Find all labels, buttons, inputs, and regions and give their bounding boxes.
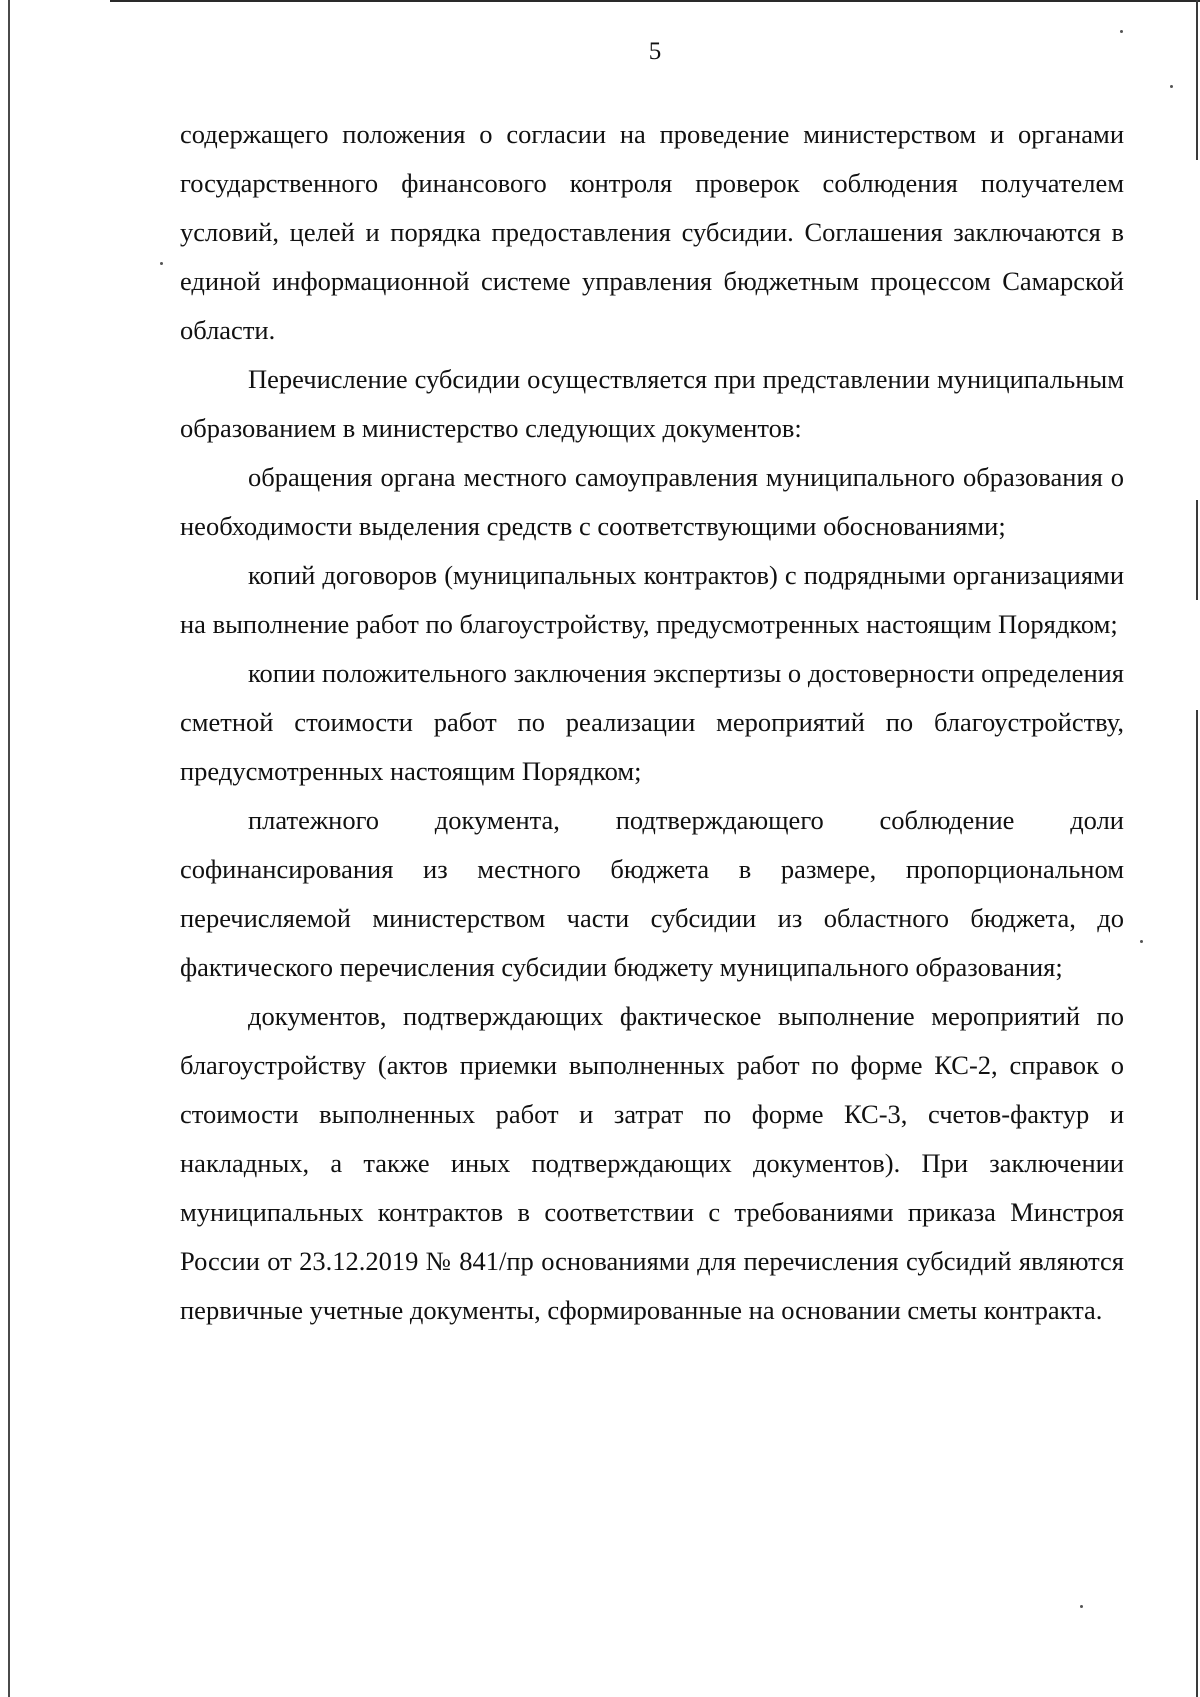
scan-border-top — [110, 0, 1200, 2]
page-number: 5 — [648, 38, 662, 65]
paragraph-agreement-conditions: содержащего положения о согласии на проведение министерством и органами государственного финансового контроля проверок соблюдения получателем условий, целей и порядка предоставления субсидии. Соглашения заключаются в единой информационной системе управления бюджетным процессом Самарской области. — [180, 119, 1124, 345]
paragraph-appeal: обращения органа местного самоуправления муниципального образования о необходимости выделения средств с соответствующими обоснованиями; — [180, 462, 1124, 541]
scan-border-right — [1196, 710, 1198, 1697]
scan-speck — [1170, 85, 1173, 88]
paragraph-expertise-copy: копии положительного заключения экспертизы о достоверности определения сметной стоимости работ по реализации мероприятий по благоустройству, предусмотренных настоящим Порядком; — [180, 658, 1124, 786]
scan-speck — [160, 262, 163, 265]
paragraph-contract-copies: копий договоров (муниципальных контрактов) с подрядными организациями на выполнение работ по благоустройству, предусмотренных настоящим Порядком; — [180, 560, 1124, 639]
paragraph-payment-document: платежного документа, подтверждающего соблюдение доли софинансирования из местного бюджета в размере, пропорциональном перечисляемой министерством части субсидии из областного бюджета, до фактического перечисления субсидии бюджету муниципального образования; — [180, 805, 1124, 982]
scan-speck — [1120, 30, 1123, 33]
scan-border-right — [1196, 500, 1198, 600]
scan-border-left — [8, 0, 10, 1697]
scan-speck — [1140, 940, 1143, 943]
scan-speck — [1080, 1605, 1083, 1608]
paragraph-subsidy-transfer: Перечисление субсидии осуществляется при представлении муниципальным образованием в министерство следующих документов: — [180, 364, 1124, 443]
scan-border-right — [1196, 0, 1198, 160]
document-body — [180, 110, 1124, 1335]
paragraph-confirming-documents: документов, подтверждающих фактическое выполнение мероприятий по благоустройству (актов приемки выполненных работ по форме КС-2, справок о стоимости выполненных работ и затрат по форме КС-3, счетов-фактур и накладных, а также иных подтверждающих документов). При заключении муниципальных контрактов в соответствии с требованиями приказа Минстроя России от 23.12.2019 № 841/пр основаниями для перечисления субсидий являются первичные учетные документы, сформированные на основании сметы контракта. — [180, 1001, 1124, 1325]
